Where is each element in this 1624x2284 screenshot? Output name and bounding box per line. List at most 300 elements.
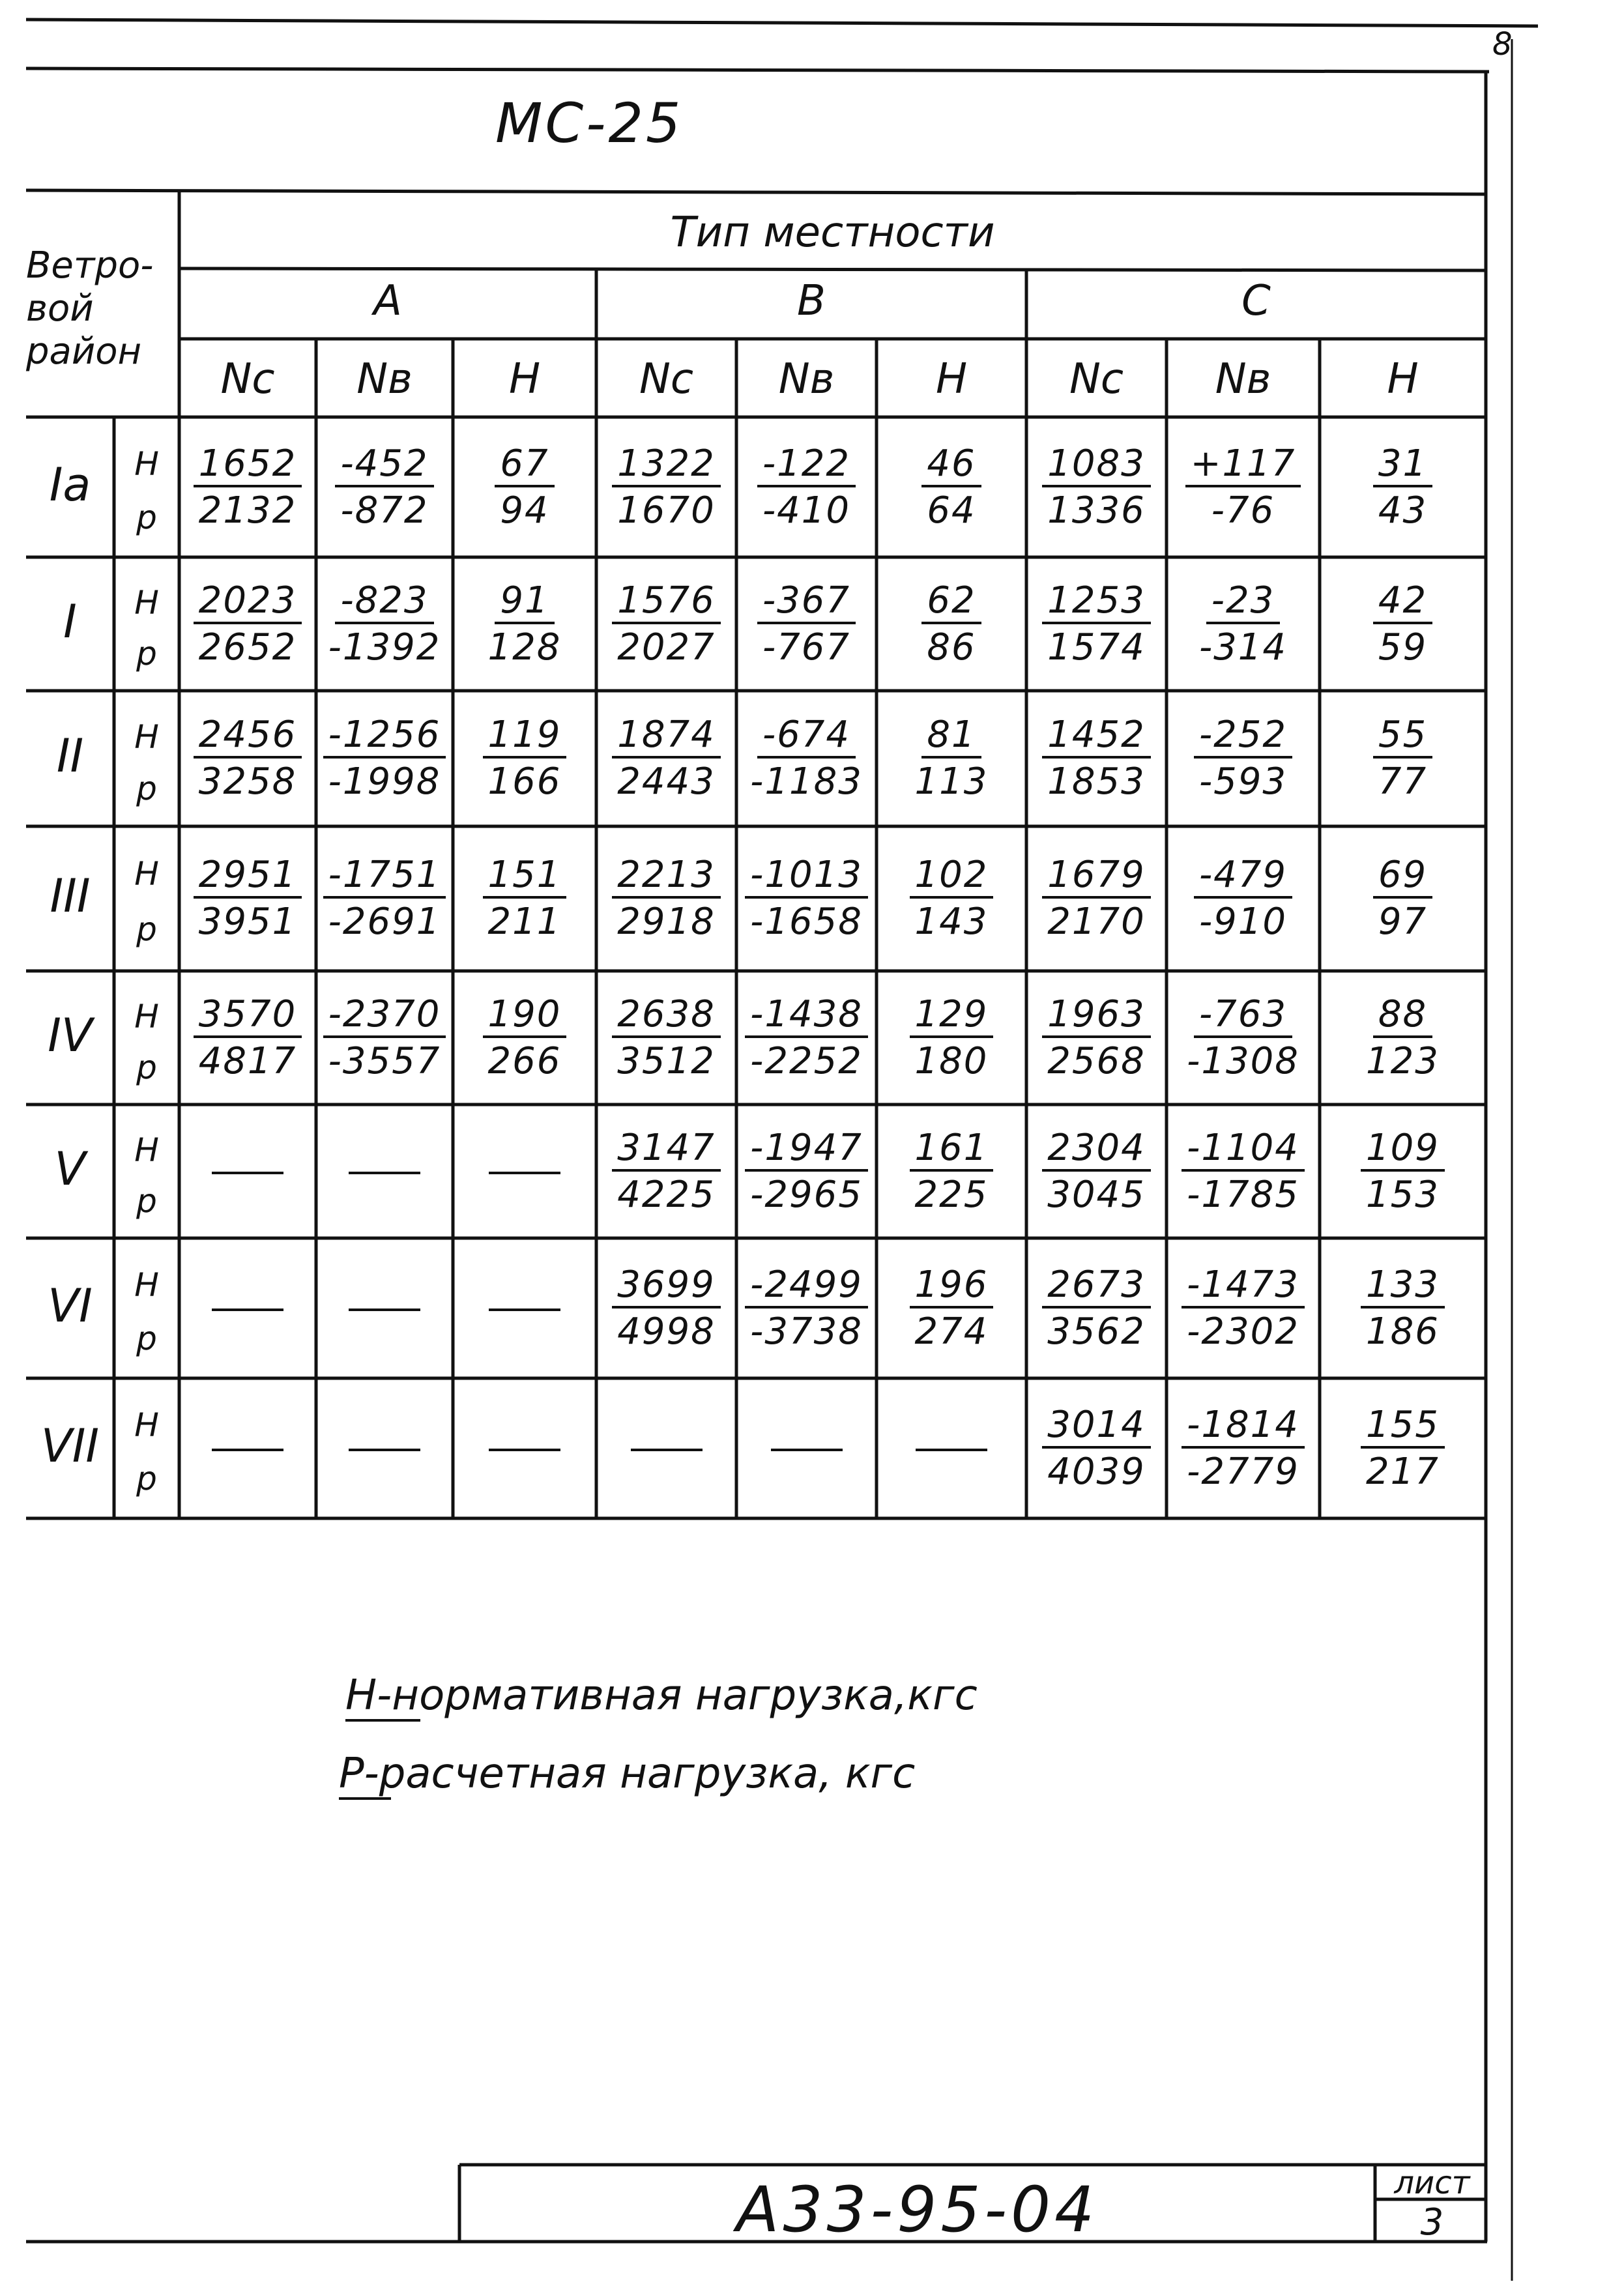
design-value: 2443 [617, 760, 716, 803]
value-fraction [877, 691, 1026, 826]
empty-value-dash [212, 1308, 283, 1311]
value-fraction [736, 1238, 877, 1378]
design-value: 1853 [1047, 760, 1146, 803]
normative-value: 42 [1373, 580, 1432, 624]
value-cell [1320, 1105, 1486, 1238]
value-cell [736, 691, 877, 826]
kind-design: р [136, 1319, 157, 1357]
empty-value-dash [212, 1172, 283, 1174]
normative-value: 2304 [1042, 1127, 1151, 1172]
normative-value: 2951 [194, 854, 302, 899]
value-cell [1167, 1238, 1320, 1378]
design-value: 128 [487, 626, 562, 669]
design-value: 186 [1366, 1310, 1440, 1353]
value-cell [316, 557, 453, 691]
empty-value-dash [489, 1308, 560, 1311]
value-cell [596, 1238, 736, 1378]
design-value: 97 [1378, 901, 1428, 943]
design-value: -1785 [1187, 1173, 1299, 1216]
design-value: 2027 [617, 626, 716, 669]
normative-value: 3014 [1042, 1404, 1151, 1449]
normative-value: 69 [1373, 854, 1432, 899]
value-fraction [316, 557, 453, 691]
row-header-line-2: вой [26, 287, 94, 330]
value-fraction [596, 1238, 736, 1378]
value-cell [1320, 1238, 1486, 1378]
design-value: 77 [1378, 760, 1428, 803]
normative-value: 1253 [1042, 580, 1151, 624]
region-label: IV [48, 1008, 93, 1062]
design-value: -1392 [328, 626, 441, 669]
design-value: -910 [1198, 901, 1288, 943]
value-cell [596, 1378, 736, 1518]
value-cell [877, 1378, 1026, 1518]
region-label: II [56, 729, 84, 783]
normative-value: -367 [757, 580, 856, 624]
normative-value: -674 [757, 714, 856, 759]
value-cell [596, 1105, 736, 1238]
kind-design: р [136, 769, 157, 807]
value-cell [1167, 971, 1320, 1105]
normative-value: 2673 [1042, 1264, 1151, 1308]
design-value: -3557 [328, 1039, 441, 1082]
value-fraction [1320, 826, 1486, 971]
design-value: -410 [762, 489, 851, 532]
design-value: 3512 [617, 1039, 716, 1082]
value-cell [1026, 971, 1167, 1105]
normative-value: 129 [910, 994, 994, 1038]
normative-value: 102 [910, 854, 994, 899]
normative-value: 1963 [1042, 994, 1151, 1038]
empty-value-dash [349, 1449, 420, 1451]
value-fraction [1167, 971, 1320, 1105]
subcolumn-header: Nc [639, 355, 694, 403]
value-fraction [1320, 691, 1486, 826]
empty-value-dash [489, 1449, 560, 1451]
design-value: -1183 [750, 760, 863, 803]
design-value: -872 [340, 489, 429, 532]
design-value: 153 [1366, 1173, 1440, 1216]
legend-normative: Н-нормативная нагрузка,кгс [345, 1671, 978, 1720]
design-value: 2132 [198, 489, 297, 532]
value-fraction [596, 971, 736, 1105]
normative-value: 1874 [612, 714, 721, 759]
region-label: VI [48, 1279, 93, 1333]
value-cell [179, 1378, 316, 1518]
value-fraction [596, 417, 736, 557]
value-cell [179, 1105, 316, 1238]
design-value: 143 [914, 901, 989, 943]
design-value: 43 [1378, 489, 1428, 532]
value-cell [1320, 971, 1486, 1105]
value-fraction [596, 826, 736, 971]
value-cell [736, 1238, 877, 1378]
normative-value: -2370 [323, 994, 446, 1038]
value-fraction [1026, 691, 1167, 826]
design-value: 94 [500, 489, 549, 532]
normative-value: +117 [1185, 443, 1301, 487]
normative-value: 155 [1361, 1404, 1445, 1449]
design-value: 4998 [617, 1310, 716, 1353]
normative-value: 46 [921, 443, 981, 487]
normative-value: -1104 [1182, 1127, 1305, 1172]
design-value: -1998 [328, 760, 441, 803]
value-cell [453, 417, 596, 557]
value-cell [179, 971, 316, 1105]
value-fraction [736, 826, 877, 971]
normative-value: -1814 [1182, 1404, 1305, 1449]
value-cell [316, 417, 453, 557]
value-cell [453, 1378, 596, 1518]
value-fraction [1026, 1105, 1167, 1238]
value-cell [316, 971, 453, 1105]
value-fraction [1167, 1105, 1320, 1238]
kind-normative: Н [134, 1266, 159, 1304]
value-cell [596, 826, 736, 971]
terrain-a-header: A [373, 277, 402, 325]
design-value: 123 [1366, 1039, 1440, 1082]
value-cell [1167, 1378, 1320, 1518]
value-cell [1026, 1238, 1167, 1378]
value-fraction [736, 417, 877, 557]
empty-value-dash [349, 1308, 420, 1311]
normative-value: 190 [483, 994, 567, 1038]
kind-design: р [136, 634, 157, 672]
value-cell [453, 1105, 596, 1238]
value-cell [1026, 1378, 1167, 1518]
normative-value: 67 [495, 443, 554, 487]
kind-design: р [136, 498, 157, 536]
normative-value: 119 [483, 714, 567, 759]
row-header-line-3: район [26, 330, 142, 373]
design-value: 2918 [617, 901, 716, 943]
sheet-number: 3 [1420, 2201, 1444, 2244]
value-cell [1026, 691, 1167, 826]
value-fraction [179, 417, 316, 557]
value-fraction [736, 1105, 877, 1238]
design-value: 1336 [1047, 489, 1146, 532]
value-fraction [736, 691, 877, 826]
value-fraction [877, 1105, 1026, 1238]
normative-value: -763 [1194, 994, 1292, 1038]
value-fraction [1026, 557, 1167, 691]
empty-value-dash [489, 1172, 560, 1174]
design-value: -767 [762, 626, 851, 669]
normative-value: 196 [910, 1264, 994, 1308]
value-cell [179, 417, 316, 557]
normative-value: -23 [1206, 580, 1280, 624]
value-cell [1167, 691, 1320, 826]
normative-value: 109 [1361, 1127, 1445, 1172]
design-value: -1308 [1187, 1039, 1299, 1082]
design-value: 2568 [1047, 1039, 1146, 1082]
normative-value: 88 [1373, 994, 1432, 1038]
value-cell [1320, 557, 1486, 691]
design-value: 4817 [198, 1039, 297, 1082]
value-cell [1320, 691, 1486, 826]
value-cell [453, 691, 596, 826]
subcolumn-header: Nв [778, 355, 835, 403]
normative-value: 133 [1361, 1264, 1445, 1308]
design-value: 86 [927, 626, 976, 669]
design-value: 166 [487, 760, 562, 803]
row-header-line-1: Ветро- [26, 244, 154, 287]
value-fraction [877, 417, 1026, 557]
kind-normative: Н [134, 717, 159, 756]
value-fraction [453, 826, 596, 971]
design-value: 59 [1378, 626, 1428, 669]
subcolumn-header: Nc [220, 355, 275, 403]
design-value: 2652 [198, 626, 297, 669]
region-label: V [54, 1142, 86, 1196]
value-fraction [1320, 1238, 1486, 1378]
design-value: -2779 [1187, 1450, 1299, 1493]
normative-value: 161 [910, 1127, 994, 1172]
value-fraction [1167, 826, 1320, 971]
value-cell [736, 557, 877, 691]
value-fraction [453, 557, 596, 691]
value-cell [1026, 826, 1167, 971]
value-fraction [596, 691, 736, 826]
normative-value: 31 [1373, 443, 1432, 487]
normative-value: -452 [335, 443, 433, 487]
normative-value: 2638 [612, 994, 721, 1038]
value-cell [1167, 417, 1320, 557]
value-fraction [736, 557, 877, 691]
value-cell [1026, 557, 1167, 691]
kind-design: р [136, 1181, 157, 1220]
value-fraction [179, 826, 316, 971]
normative-value: -1438 [745, 994, 868, 1038]
value-cell [1026, 417, 1167, 557]
design-value: 217 [1366, 1450, 1440, 1493]
value-fraction [1026, 1378, 1167, 1518]
value-cell [736, 417, 877, 557]
normative-value: -122 [757, 443, 856, 487]
subcolumn-header: Nв [1215, 355, 1271, 403]
normative-value: -1751 [323, 854, 446, 899]
value-cell [453, 971, 596, 1105]
design-value: 3562 [1047, 1310, 1146, 1353]
empty-value-dash [349, 1172, 420, 1174]
kind-normative: Н [134, 998, 159, 1035]
kind-normative: Н [134, 1131, 159, 1169]
value-cell [179, 826, 316, 971]
terrain-c-header: C [1241, 277, 1271, 325]
row-header-label [26, 244, 179, 373]
value-cell [877, 691, 1026, 826]
value-fraction [596, 1105, 736, 1238]
value-fraction [316, 971, 453, 1105]
design-value: 1574 [1047, 626, 1146, 669]
kind-normative: Н [134, 855, 159, 893]
subcolumn-header: Nв [356, 355, 413, 403]
value-cell [179, 1238, 316, 1378]
value-cell [453, 826, 596, 971]
value-cell [453, 557, 596, 691]
document-title: МС-25 [495, 91, 684, 155]
value-fraction [1320, 1378, 1486, 1518]
kind-design: р [136, 1459, 157, 1497]
value-fraction [453, 691, 596, 826]
design-value: 266 [487, 1039, 562, 1082]
normative-value: 3570 [194, 994, 302, 1038]
value-fraction [316, 826, 453, 971]
design-value: 3951 [198, 901, 297, 943]
normative-value: 3147 [612, 1127, 721, 1172]
value-fraction [1026, 417, 1167, 557]
subcolumn-header: Nc [1069, 355, 1124, 403]
value-cell [877, 417, 1026, 557]
value-cell [877, 971, 1026, 1105]
design-value: -76 [1211, 489, 1275, 532]
value-fraction [1320, 971, 1486, 1105]
design-value: -2691 [328, 901, 441, 943]
value-fraction [1167, 1238, 1320, 1378]
normative-value: -1473 [1182, 1264, 1305, 1308]
value-fraction [1167, 417, 1320, 557]
kind-normative: Н [134, 584, 159, 622]
design-value: 2170 [1047, 901, 1146, 943]
design-value: 64 [927, 489, 976, 532]
normative-value: -1947 [745, 1127, 868, 1172]
kind-design: р [136, 1048, 157, 1086]
design-value: 4039 [1047, 1450, 1146, 1493]
value-fraction [596, 557, 736, 691]
value-fraction [877, 971, 1026, 1105]
value-cell [1320, 417, 1486, 557]
value-cell [1167, 1105, 1320, 1238]
normative-value: 1652 [194, 443, 302, 487]
normative-value: -823 [335, 580, 433, 624]
normative-value: 81 [921, 714, 981, 759]
normative-value: 2213 [612, 854, 721, 899]
normative-value: -2499 [745, 1264, 868, 1308]
empty-value-dash [916, 1449, 987, 1451]
design-value: -3738 [750, 1310, 863, 1353]
design-value: -314 [1198, 626, 1288, 669]
design-value: -1658 [750, 901, 863, 943]
value-cell [877, 826, 1026, 971]
normative-value: 55 [1373, 714, 1432, 759]
value-fraction [316, 417, 453, 557]
value-fraction [453, 417, 596, 557]
design-value: 4225 [617, 1173, 716, 1216]
value-cell [596, 417, 736, 557]
normative-value: 1576 [612, 580, 721, 624]
normative-value: 62 [921, 580, 981, 624]
document-code: А33-95-04 [736, 2173, 1099, 2246]
value-cell [877, 557, 1026, 691]
value-cell [1167, 557, 1320, 691]
design-value: 1670 [617, 489, 716, 532]
normative-value: 3699 [612, 1264, 721, 1308]
value-fraction [1167, 691, 1320, 826]
subcolumn-header: H [935, 355, 968, 403]
value-cell [316, 1105, 453, 1238]
design-value: -2302 [1187, 1310, 1299, 1353]
design-value: -2252 [750, 1039, 863, 1082]
normative-value: -1013 [745, 854, 868, 899]
value-cell [453, 1238, 596, 1378]
value-cell [596, 691, 736, 826]
value-cell [736, 1105, 877, 1238]
kind-normative: Н [134, 445, 159, 483]
region-label: VII [40, 1419, 100, 1473]
subcolumn-header: H [508, 355, 541, 403]
design-value: 225 [914, 1173, 989, 1216]
value-fraction [1026, 826, 1167, 971]
normative-value: 151 [483, 854, 567, 899]
design-value: 113 [914, 760, 989, 803]
value-cell [179, 557, 316, 691]
design-value: -2965 [750, 1173, 863, 1216]
normative-value: 1679 [1042, 854, 1151, 899]
value-fraction [179, 691, 316, 826]
value-cell [736, 826, 877, 971]
normative-value: -1256 [323, 714, 446, 759]
region-label: Iа [49, 457, 91, 512]
value-cell [316, 1238, 453, 1378]
empty-value-dash [771, 1449, 843, 1451]
value-cell [316, 1378, 453, 1518]
value-fraction [877, 826, 1026, 971]
value-fraction [1320, 1105, 1486, 1238]
value-cell [596, 971, 736, 1105]
value-fraction [1026, 1238, 1167, 1378]
region-label: III [50, 869, 91, 923]
terrain-b-header: B [797, 277, 826, 325]
normative-value: 2023 [194, 580, 302, 624]
page-corner-number: 8 [1492, 26, 1513, 63]
design-value: -593 [1198, 760, 1288, 803]
design-value: 274 [914, 1310, 989, 1353]
value-fraction [1320, 557, 1486, 691]
empty-value-dash [631, 1449, 703, 1451]
design-value: 3258 [198, 760, 297, 803]
value-cell [736, 1378, 877, 1518]
value-cell [316, 826, 453, 971]
design-value: 211 [487, 901, 562, 943]
normative-value: 91 [495, 580, 554, 624]
kind-normative: Н [134, 1406, 159, 1444]
value-fraction [877, 1238, 1026, 1378]
design-value: 180 [914, 1039, 989, 1082]
value-fraction [179, 557, 316, 691]
design-value: 3045 [1047, 1173, 1146, 1216]
normative-value: 2456 [194, 714, 302, 759]
value-fraction [1167, 1378, 1320, 1518]
empty-value-dash [212, 1449, 283, 1451]
sheet-label: лист [1394, 2165, 1470, 2201]
value-cell [596, 557, 736, 691]
kind-design: р [136, 910, 157, 948]
subcolumn-header: H [1387, 355, 1419, 403]
value-cell [877, 1238, 1026, 1378]
value-cell [736, 971, 877, 1105]
normative-value: 1452 [1042, 714, 1151, 759]
normative-value: 1083 [1042, 443, 1151, 487]
value-fraction [453, 971, 596, 1105]
normative-value: 1322 [612, 443, 721, 487]
terrain-type-header: Тип местности [670, 209, 995, 257]
value-cell [179, 691, 316, 826]
value-fraction [1026, 971, 1167, 1105]
normative-value: -252 [1194, 714, 1292, 759]
value-fraction [1320, 417, 1486, 557]
value-fraction [1167, 557, 1320, 691]
value-fraction [179, 971, 316, 1105]
